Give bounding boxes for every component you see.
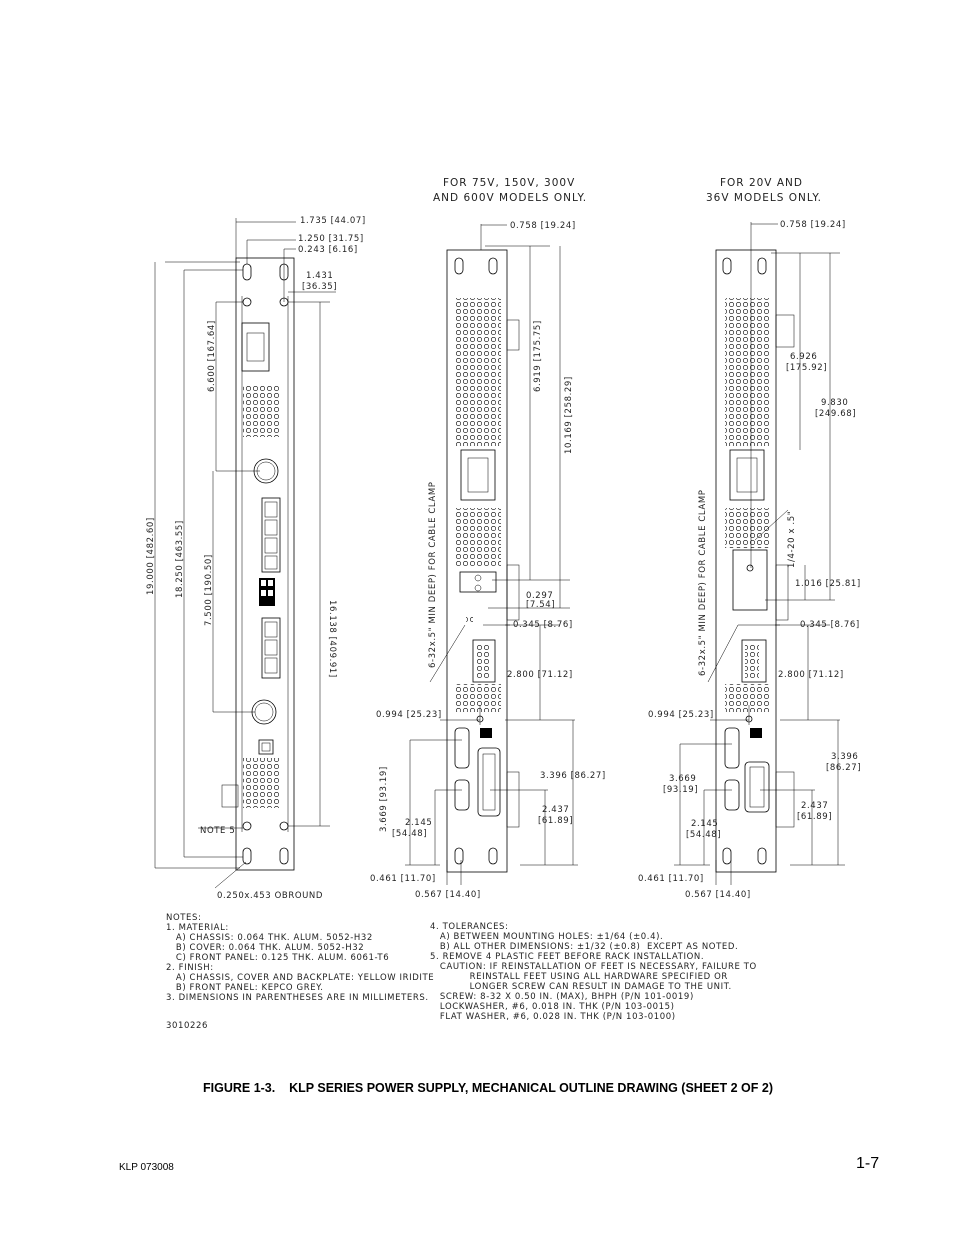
rear-b-dim-3396b: [86.27] bbox=[826, 763, 862, 773]
rear-a-dim-0297a: 0.297 bbox=[526, 591, 554, 601]
rear-a-dim-2800: 2.800 [71.12] bbox=[507, 670, 573, 680]
notes-left-line: C) FRONT PANEL: 0.125 THK. ALUM. 6061-T6 bbox=[166, 953, 390, 963]
front-dim-19000: 19.000 [482.60] bbox=[146, 517, 156, 595]
rear-a-dim-6919: 6.919 [175.75] bbox=[533, 320, 543, 392]
notes-left bbox=[166, 913, 434, 1003]
rear-b-dim-2800: 2.800 [71.12] bbox=[778, 670, 844, 680]
obround-callout: 0.250x.453 OBROUND bbox=[217, 891, 324, 901]
notes-right-line: A) BETWEEN MOUNTING HOLES: ±1/64 (±0.4). bbox=[430, 932, 664, 942]
front-dim-0243: 0.243 [6.16] bbox=[298, 245, 358, 255]
notes-left-line: NOTES: bbox=[166, 913, 202, 923]
rear-a-dim-3396: 3.396 [86.27] bbox=[540, 771, 606, 781]
rear-a-dim-2145a: 2.145 bbox=[405, 818, 433, 828]
front-dim-18250: 18.250 [463.55] bbox=[175, 520, 185, 598]
notes-right-line: 5. REMOVE 4 PLASTIC FEET BEFORE RACK INSTALLATION. bbox=[430, 952, 705, 962]
notes-left-line: A) CHASSIS: 0.064 THK. ALUM. 5052-H32 bbox=[166, 933, 373, 943]
notes-right-line: SCREW: 8-32 X 0.50 IN. (MAX), BHPH (P/N 101-0019) bbox=[430, 992, 694, 1002]
rear-a-heading-line1: FOR 75V, 150V, 300V bbox=[443, 177, 576, 189]
rear-a-dim-2437b: [61.89] bbox=[538, 816, 574, 826]
notes-left-line: B) COVER: 0.064 THK. ALUM. 5052-H32 bbox=[166, 943, 365, 953]
front-dim-6600: 6.600 [167.64] bbox=[207, 320, 217, 392]
rear-b-clamp-callout: 6-32x.5" MIN DEEP) FOR CABLE CLAMP bbox=[698, 489, 708, 676]
rear-a-dim-top: 0.758 [19.24] bbox=[510, 221, 576, 231]
figure-caption: FIGURE 1-3. KLP SERIES POWER SUPPLY, MECHANICAL OUTLINE DRAWING (SHEET 2 OF 2) bbox=[203, 1081, 773, 1095]
rear-b-thread-callout: 1/4-20 x .5" bbox=[787, 510, 797, 568]
rear-b-dim-9830b: [249.68] bbox=[815, 409, 857, 419]
front-dim-1735: 1.735 [44.07] bbox=[300, 216, 366, 226]
front-dim-1431a: 1.431 bbox=[306, 271, 334, 281]
notes-left-line: B) FRONT PANEL: KEPCO GREY. bbox=[166, 983, 324, 993]
notes-right-line: 4. TOLERANCES: bbox=[430, 922, 509, 932]
front-dim-7500: 7.500 [190.50] bbox=[204, 554, 214, 626]
rear-b-dim-0994: 0.994 [25.23] bbox=[648, 710, 714, 720]
notes-right-line: CAUTION: IF REINSTALLATION OF FEET IS NECESSARY, FAILURE TO bbox=[430, 962, 757, 972]
rear-b-dim-6926a: 6.926 bbox=[790, 352, 818, 362]
rear-a-dim-0345: 0.345 [8.76] bbox=[513, 620, 573, 630]
notes-right-line: LONGER SCREW CAN RESULT IN DAMAGE TO THE UNIT. bbox=[430, 982, 732, 992]
rear-b-dim-1016: 1.016 [25.81] bbox=[795, 579, 861, 589]
drawing-number: 3010226 bbox=[166, 1021, 209, 1031]
notes-right-line: LOCKWASHER, #6, 0.018 IN. THK (P/N 103-0015) bbox=[430, 1002, 675, 1012]
rear-a-heading-line2: AND 600V MODELS ONLY. bbox=[433, 192, 588, 204]
rear-b-heading-line2: 36V MODELS ONLY. bbox=[706, 192, 822, 204]
rear-b-dim-0567: 0.567 [14.40] bbox=[685, 890, 751, 900]
notes-left-line: 1. MATERIAL: bbox=[166, 923, 229, 933]
page-number: 1-7 bbox=[856, 1155, 880, 1172]
rear-b-dim-3396a: 3.396 bbox=[831, 752, 859, 762]
rear-b-dim-0461: 0.461 [11.70] bbox=[638, 874, 704, 884]
footer-doc-id: KLP 073008 bbox=[119, 1162, 174, 1173]
notes-right-line: REINSTALL FEET USING ALL HARDWARE SPECIFIED OR bbox=[430, 972, 728, 982]
notes-right-line: B) ALL OTHER DIMENSIONS: ±1/32 (±0.8) EXCEPT AS NOTED. bbox=[430, 942, 739, 952]
rear-a-dim-3669: 3.669 [93.19] bbox=[379, 766, 389, 832]
rear-b-dim-top: 0.758 [19.24] bbox=[780, 220, 846, 230]
front-dim-1431b: [36.35] bbox=[302, 282, 338, 292]
rear-b-dim-2145a: 2.145 bbox=[691, 819, 719, 829]
notes-left-line: 3. DIMENSIONS IN PARENTHESES ARE IN MILLIMETERS. bbox=[166, 993, 429, 1003]
notes-left-line: A) CHASSIS, COVER AND BACKPLATE: YELLOW IRIDITE bbox=[166, 973, 435, 983]
rear-a-dim-10169: 10.169 [258.29] bbox=[564, 376, 574, 454]
notes-right-line: FLAT WASHER, #6, 0.028 IN. THK (P/N 103-0100) bbox=[430, 1012, 676, 1022]
rear-b-dim-2145b: [54.48] bbox=[686, 830, 722, 840]
rear-b-dim-3669b: [93.19] bbox=[663, 785, 699, 795]
rear-b-dim-2437a: 2.437 bbox=[801, 801, 829, 811]
rear-a-dim-0567: 0.567 [14.40] bbox=[415, 890, 481, 900]
rear-a-dim-0994: 0.994 [25.23] bbox=[376, 710, 442, 720]
rear-b-heading-line1: FOR 20V AND bbox=[720, 177, 803, 189]
note-5-callout: NOTE 5 bbox=[200, 826, 236, 836]
rear-a-dim-0297b: [7.54] bbox=[526, 600, 556, 610]
notes-right bbox=[430, 922, 757, 1022]
rear-b-dim-6926b: [175.92] bbox=[786, 363, 828, 373]
rear-b-dim-3669a: 3.669 bbox=[669, 774, 697, 784]
notes-left-line: 2. FINISH: bbox=[166, 963, 214, 973]
rear-a-dim-0461: 0.461 [11.70] bbox=[370, 874, 436, 884]
rear-a-clamp-callout: 6-32x.5" MIN DEEP) FOR CABLE CLAMP bbox=[428, 481, 438, 668]
rear-b-dim-0345: 0.345 [8.76] bbox=[800, 620, 860, 630]
rear-b-dim-2437b: [61.89] bbox=[797, 812, 833, 822]
front-dim-1250: 1.250 [31.75] bbox=[298, 234, 364, 244]
front-dim-16138: 16.138 [409.91] bbox=[327, 600, 337, 678]
rear-a-dim-2145b: [54.48] bbox=[392, 829, 428, 839]
rear-b-dim-9830a: 9.830 bbox=[821, 398, 849, 408]
rear-a-dim-2437a: 2.437 bbox=[542, 805, 570, 815]
